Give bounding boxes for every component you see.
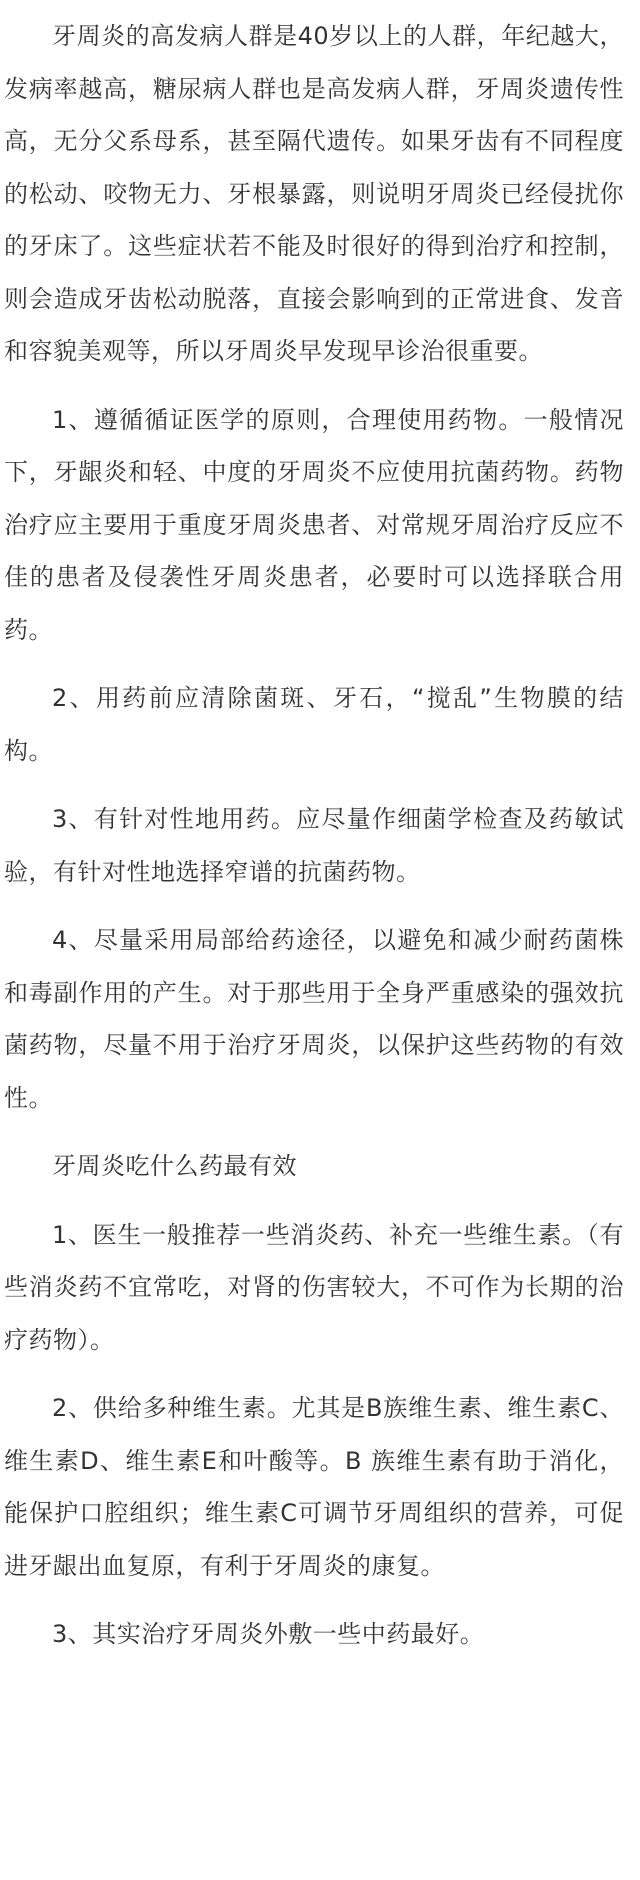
paragraph-intro: 牙周炎的高发病人群是40岁以上的人群，年纪越大，发病率越高，糖尿病人群也是高发病人群，牙周炎遗传性高，无分父系母系，甚至隔代遗传。如果牙齿有不同程度的松动、咬物无力、牙根暴露，则说明牙周炎已经侵扰你的牙床了。这些症状若不能及时很好的得到治疗和控制，则会造成牙齿松动脱落，直接会影响到的正常进食、发音和容貌美观等，所以牙周炎早发现早诊治很重要。 [4,22,624,365]
paragraph-medicine-3: 3、其实治疗牙周炎外敷一些中药最好。 [52,1620,485,1648]
paragraph-medicine-1: 1、医生一般推荐一些消炎药、补充一些维生素。（有些消炎药不宜常吃，对肾的伤害较大，不可作为长期的治疗药物）。 [4,1220,624,1354]
paragraph-principle-2: 2、用药前应清除菌斑、牙石，“搅乱”生物膜的结构。 [4,684,624,765]
paragraph-medicine-2: 2、供给多种维生素。尤其是B族维生素、维生素C、维生素D、维生素E和叶酸等。B 族维生素有助于消化，能保护口腔组织；维生素C可调节牙周组织的营养，可促进牙龈出血复原，有利于牙周炎的康复。 [4,1394,624,1580]
section-heading: 牙周炎吃什么药最有效 [52,1152,297,1180]
article-body [4,10,624,1677]
paragraph-principle-4: 4、尽量采用局部给药途径，以避免和减少耐药菌株和毒副作用的产生。对于那些用于全身严重感染的强效抗菌药物，尽量不用于治疗牙周炎，以保护这些药物的有效性。 [4,926,624,1112]
paragraph-principle-3: 3、有针对性地用药。应尽量作细菌学检查及药敏试验，有针对性地选择窄谱的抗菌药物。 [4,805,624,886]
paragraph-principle-1: 1、遵循循证医学的原则，合理使用药物。一般情况下，牙龈炎和轻、中度的牙周炎不应使用抗菌药物。药物治疗应主要用于重度牙周炎患者、对常规牙周治疗反应不佳的患者及侵袭性牙周炎患者，必要时可以选择联合用药。 [4,405,624,644]
